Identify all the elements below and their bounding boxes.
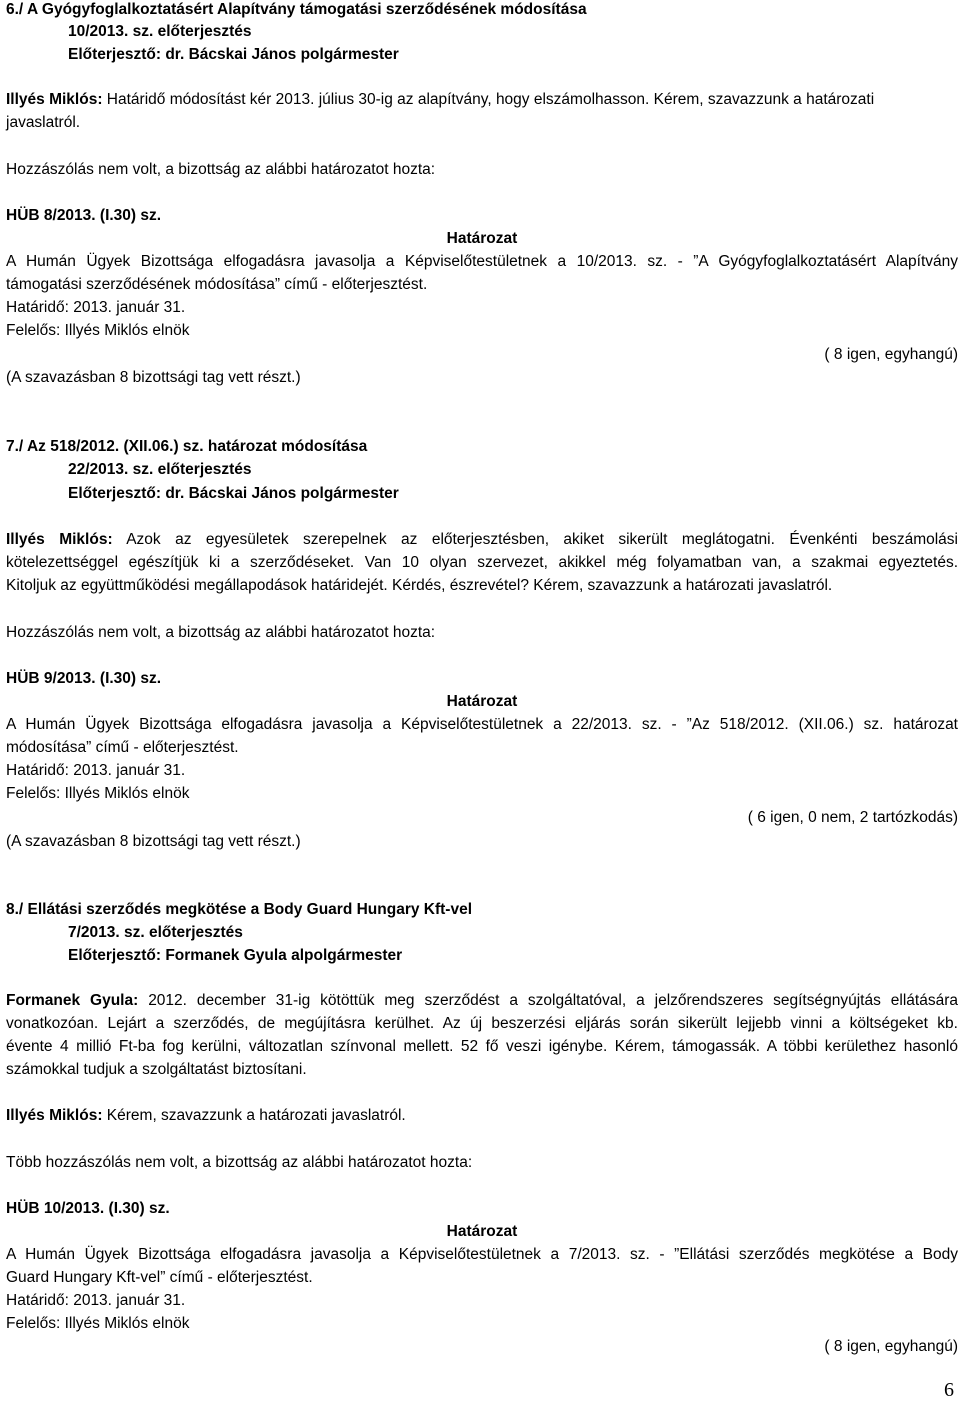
- section-7-deadline: Határidő: 2013. január 31.: [6, 762, 186, 779]
- section-8-hub: HÜB 10/2013. (I.30) sz.: [6, 1200, 170, 1217]
- speaker-name: Illyés Miklós:: [6, 1107, 103, 1124]
- section-6-hub: HÜB 8/2013. (I.30) sz.: [6, 207, 162, 224]
- section-6-vote: ( 8 igen, egyhangú): [824, 346, 958, 363]
- section-6-speech-line2: javaslatról.: [6, 114, 81, 131]
- section-6-title: 6./ A Gyógyfoglalkoztatásért Alapítvány támogatási szerződésének módosítása: [6, 1, 587, 18]
- section-8-resolution-line1: A Humán Ügyek Bizottsága elfogadásra javasolja a Képviselőtestületnek a 7/2013. sz. - ”Ellátási szerződés megkötése a Body: [6, 1246, 958, 1263]
- section-8-number: 7/2013. sz. előterjesztés: [68, 924, 243, 941]
- section-7-speech-line1: [6, 530, 958, 550]
- section-8-speech-line1: [6, 991, 958, 1011]
- section-8-vote: ( 8 igen, egyhangú): [824, 1338, 958, 1355]
- document-page: [6, 0, 958, 1401]
- section-6-resolution-line1: A Humán Ügyek Bizottsága elfogadásra javasolja a Képviselőtestületnek a 10/2013. sz. - ”A Gyógyfoglalkoztatásért Alapítvány: [6, 253, 958, 270]
- section-7-no-comment: Hozzászólás nem volt, a bizottság az alábbi határozatot hozta:: [6, 624, 436, 641]
- speech-text: 2012. december 31-ig kötöttük meg szerződést a szolgáltatóval, a jelzőrendszeres segítségnyújtás ellátására: [148, 992, 958, 1009]
- speaker-name: Illyés Miklós:: [6, 91, 103, 108]
- section-7-speech-line3: Kitoljuk az együttműködési megállapodások határidejét. Kérdés, észrevétel? Kérem, szavazzunk a határozati javaslatról.: [6, 577, 833, 594]
- section-6-participants: (A szavazásban 8 bizottsági tag vett részt.): [6, 369, 301, 386]
- section-8-speech-line4: számokkal tudjuk a szolgáltatást biztosítani.: [6, 1061, 307, 1078]
- section-8-hatarozat: Határozat: [446, 1223, 518, 1240]
- section-7-participants: (A szavazásban 8 bizottsági tag vett részt.): [6, 833, 301, 850]
- section-8-deadline: Határidő: 2013. január 31.: [6, 1292, 186, 1309]
- section-6-resolution-line2: támogatási szerződésének módosítása” című - előterjesztést.: [6, 276, 428, 293]
- section-8-speech2: [6, 1106, 958, 1126]
- section-7-responsible: Felelős: Illyés Miklós elnök: [6, 785, 190, 802]
- section-8-title: 8./ Ellátási szerződés megkötése a Body Guard Hungary Kft-vel: [6, 901, 473, 918]
- speech-text: Határidő módosítást kér 2013. július 30-ig az alapítvány, hogy elszámolhasson. Kérem, szavazzunk a határozati: [106, 91, 875, 108]
- section-8-speech-line2: vonatkozóan. Lejárt a szerződés, de megújításra kerülhet. Az új beszerzési eljárás során sikerült lejjebb vinni a költségeket kb.: [6, 1015, 958, 1032]
- section-7-presenter: Előterjesztő: dr. Bácskai János polgármester: [68, 485, 399, 502]
- section-7-resolution-line2: módosítása” című - előterjesztést.: [6, 739, 239, 756]
- section-7-hatarozat: Határozat: [446, 693, 518, 710]
- section-7-title: 7./ Az 518/2012. (XII.06.) sz. határozat módosítása: [6, 438, 368, 455]
- section-8-presenter: Előterjesztő: Formanek Gyula alpolgármester: [68, 947, 403, 964]
- section-6-no-comment: Hozzászólás nem volt, a bizottság az alábbi határozatot hozta:: [6, 161, 436, 178]
- section-7-hub: HÜB 9/2013. (I.30) sz.: [6, 670, 162, 687]
- section-8-responsible: Felelős: Illyés Miklós elnök: [6, 1315, 190, 1332]
- section-8-speech-line3: évente 4 millió Ft-ba fog kerülni, változatlan színvonal mellett. 52 fő veszi igénybe. Kérem, támogassák. A többi kerülethez hasonló: [6, 1038, 958, 1055]
- section-6-hatarozat: Határozat: [446, 230, 518, 247]
- section-8-resolution-line2: Guard Hungary Kft-vel” című - előterjesztést.: [6, 1269, 313, 1286]
- speech-text: Azok az egyesületek szerepelnek az előterjesztésben, akiket sikerült meglátogatni. Évenkénti beszámolási: [126, 531, 958, 548]
- section-7-vote: ( 6 igen, 0 nem, 2 tartózkodás): [747, 809, 958, 826]
- speaker-name: Formanek Gyula:: [6, 992, 139, 1009]
- page-number: 6: [944, 1379, 954, 1401]
- section-8-no-comment: Több hozzászólás nem volt, a bizottság az alábbi határozatot hozta:: [6, 1154, 473, 1171]
- section-7-number: 22/2013. sz. előterjesztés: [68, 461, 252, 478]
- speaker-name: Illyés Miklós:: [6, 531, 113, 548]
- section-6-number: 10/2013. sz. előterjesztés: [68, 23, 252, 40]
- section-7-speech-line2: kötelezettséggel egészítjük ki a szerződéseket. Van 10 olyan szervezet, akikkel még folyamatban van, a szakmai egyeztetés.: [6, 554, 958, 571]
- section-6-presenter: Előterjesztő: dr. Bácskai János polgármester: [68, 46, 399, 63]
- section-6-responsible: Felelős: Illyés Miklós elnök: [6, 322, 190, 339]
- speech-text: Kérem, szavazzunk a határozati javaslatról.: [106, 1107, 406, 1124]
- section-7-resolution-line1: A Humán Ügyek Bizottsága elfogadásra javasolja a Képviselőtestületnek a 22/2013. sz. - ”Az 518/2012. (XII.06.) sz. határozat: [6, 716, 958, 733]
- section-6-speech-line1: [6, 90, 958, 110]
- section-6-deadline: Határidő: 2013. január 31.: [6, 299, 186, 316]
